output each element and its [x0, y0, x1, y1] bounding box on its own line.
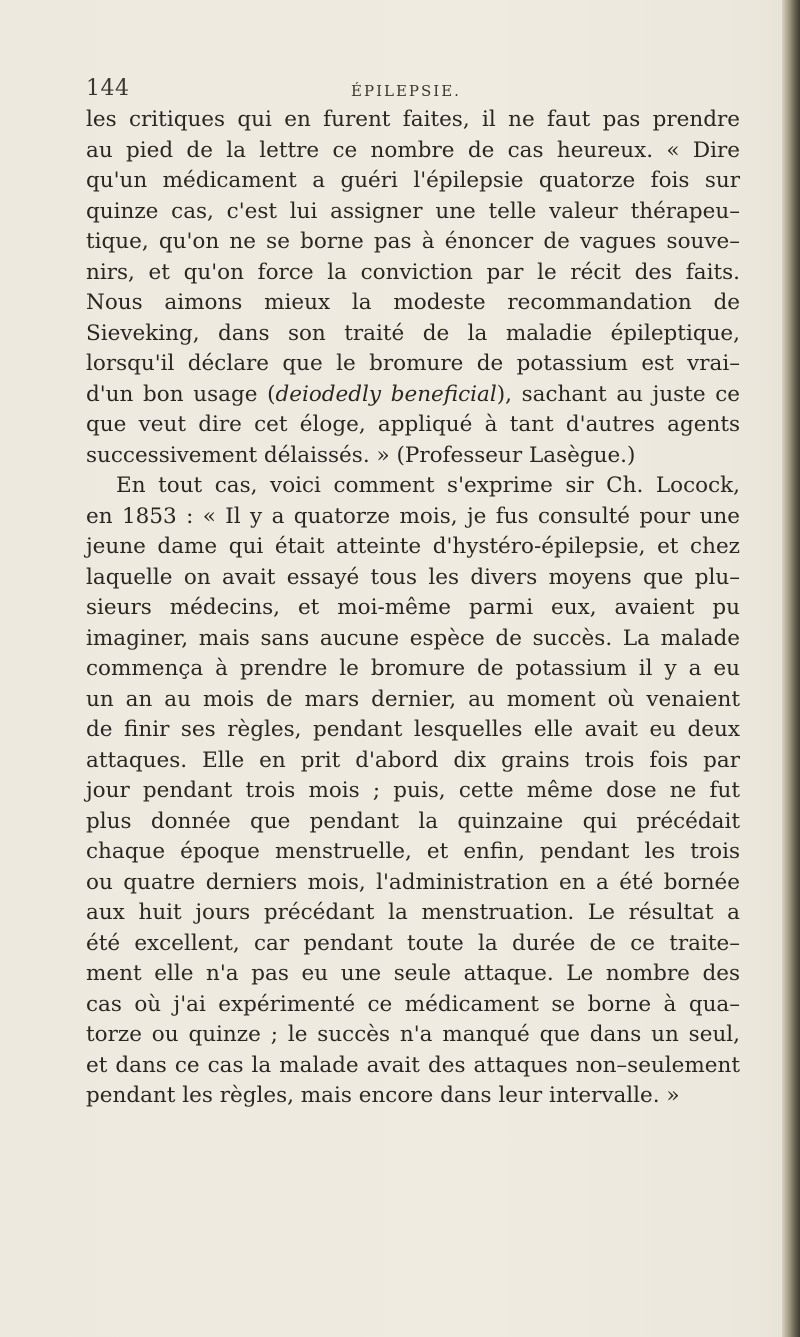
text-line: cas où j'ai expérimenté ce médicament se borne à qua– — [86, 991, 740, 1017]
text-line: les critiques qui en furent faites, il ne faut pas prendre — [86, 107, 740, 132]
text-line: en 1853 : « Il y a quatorze mois, je fus consulté pour une — [86, 503, 740, 529]
text-line: qu'un médicament a guéri l'épilepsie quatorze fois sur — [86, 168, 740, 193]
text-line: été excellent, car pendant toute la durée de ce traite– — [86, 930, 740, 956]
text-line: et dans ce cas la malade avait des attaques non–seulement — [86, 1052, 740, 1078]
page-number: 144 — [86, 76, 130, 101]
text-line: de finir ses règles, pendant lesquelles elle avait eu deux — [86, 717, 740, 742]
text-line: nirs, et qu'on force la conviction par le récit des faits. — [86, 259, 740, 285]
text-line: plus donnée que pendant la quinzaine qui précédait — [86, 808, 740, 834]
text-line: d'un bon usage (deiodedly beneficial), sachant au juste ce — [86, 381, 740, 407]
running-title: ÉPILEPSIE. — [351, 82, 461, 100]
text-line: successivement délaissés. » (Professeur Lasègue.) — [86, 442, 636, 468]
paragraph-2 — [86, 471, 740, 1112]
text-line: sieurs médecins, et moi-même parmi eux, avaient pu — [86, 595, 740, 620]
text-line: imaginer, mais sans aucune espèce de succès. La malade — [86, 625, 740, 651]
text-line: quinze cas, c'est lui assigner une telle valeur thérapeu– — [86, 198, 740, 224]
text-line: Nous aimons mieux la modeste recommandation de — [86, 290, 740, 315]
text-line: tique, qu'on ne se borne pas à énoncer de vagues souve– — [86, 229, 740, 254]
text-line: En tout cas, voici comment s'exprime sir Ch. Locock, — [116, 473, 740, 498]
page-header — [86, 76, 726, 106]
text-line: laquelle on avait essayé tous les divers moyens que plu– — [86, 564, 740, 590]
text-line: jour pendant trois mois ; puis, cette même dose ne fut — [86, 778, 740, 803]
body-text — [86, 105, 740, 1112]
page-edge-shadow — [782, 0, 800, 1337]
text-line: chaque époque menstruelle, et enfin, pendant les trois — [86, 839, 740, 864]
text-line: pendant les règles, mais encore dans leur intervalle. » — [86, 1083, 680, 1108]
text-line: aux huit jours précédant la menstruation. Le résultat a — [86, 900, 740, 925]
paragraph-1 — [86, 105, 740, 471]
text-line: lorsqu'il déclare que le bromure de potassium est vrai– — [86, 351, 740, 376]
text-line: attaques. Elle en prit d'abord dix grains trois fois par — [86, 747, 740, 773]
text-line: au pied de la lettre ce nombre de cas heureux. « Dire — [86, 137, 740, 163]
text-line: jeune dame qui était atteinte d'hystéro-épilepsie, et chez — [86, 534, 740, 559]
text-line: un an au mois de mars dernier, au moment où venaient — [86, 686, 740, 712]
text-line: commença à prendre le bromure de potassium il y a eu — [86, 656, 740, 681]
text-line: ment elle n'a pas eu une seule attaque. Le nombre des — [86, 961, 740, 986]
italic-phrase: deiodedly beneficial — [275, 381, 497, 407]
text-line: torze ou quinze ; le succès n'a manqué que dans un seul, — [86, 1022, 740, 1047]
text-line: Sieveking, dans son traité de la maladie épileptique, — [86, 320, 740, 346]
text-line: ou quatre derniers mois, l'administration en a été bornée — [86, 869, 740, 895]
text-line: que veut dire cet éloge, appliqué à tant d'autres agents — [86, 412, 740, 437]
